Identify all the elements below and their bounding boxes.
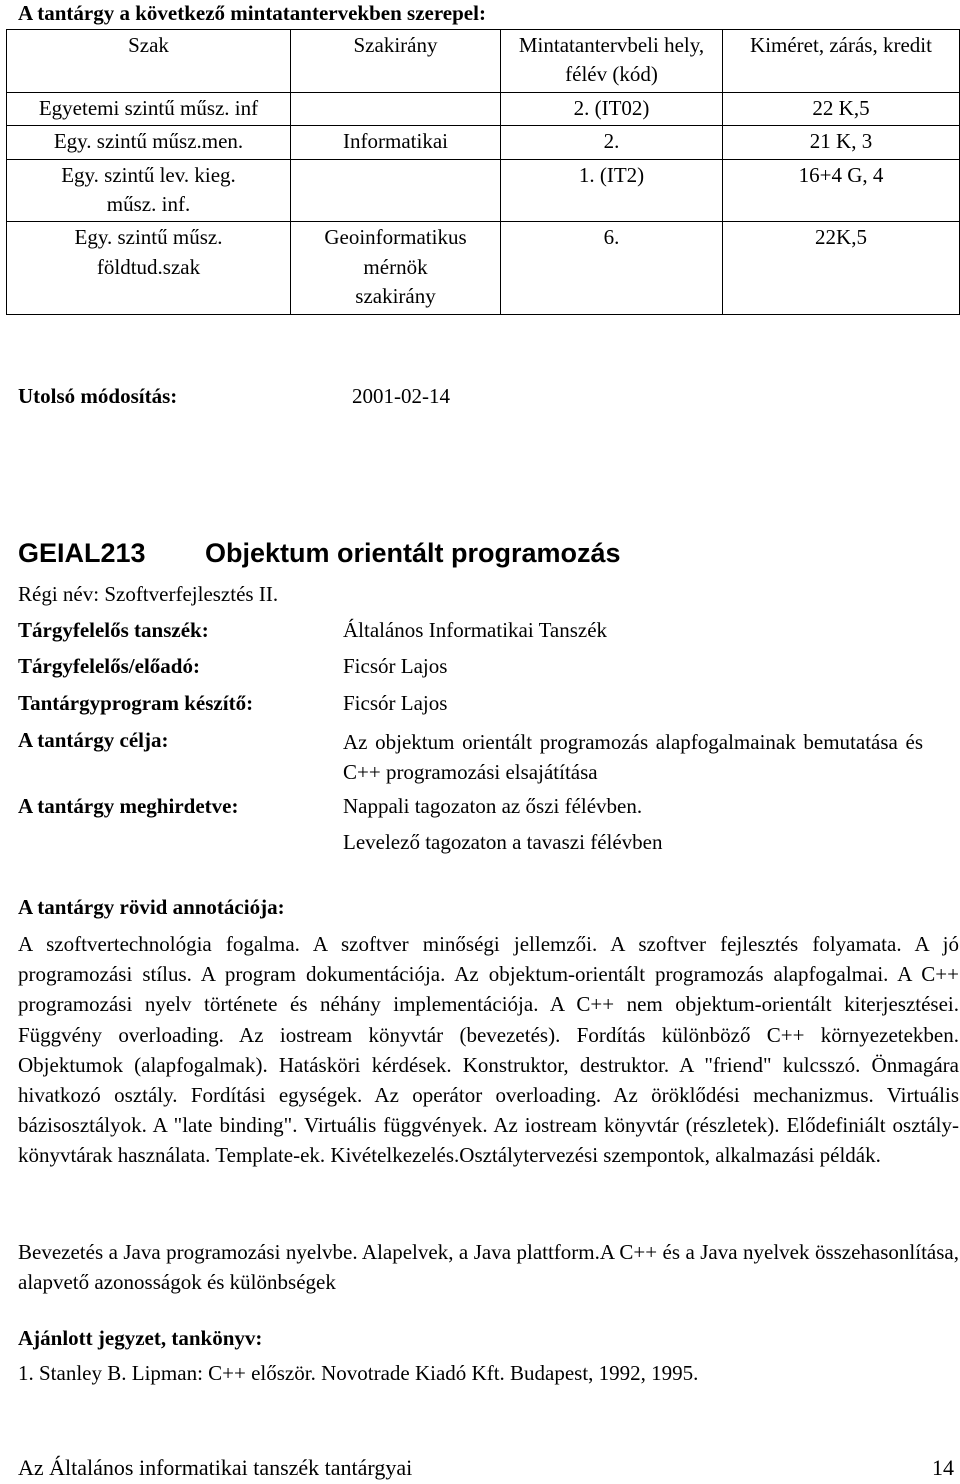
table-row [7,159,960,222]
table-cell: 1. (IT2) [501,159,723,222]
last-modified-value: 2001-02-14 [352,384,450,408]
old-name: Régi név: Szoftverfejlesztés II. [18,582,279,606]
table-cell: 22 K,5 [723,92,960,125]
table-header-cell: Mintatantervbeli hely, félév (kód) [501,30,723,93]
table-cell: 2. [501,126,723,159]
table-cell: Informatikai [291,126,501,159]
curriculum-table [6,29,960,315]
table-header-cell: Szakirány [291,30,501,93]
page-number: 14 [932,1455,954,1480]
course-title: Objektum orientált programozás [205,538,621,568]
textbook-item: 1. Stanley B. Lipman: C++ először. Novotrade Kiadó Kft. Budapest, 1992, 1995. [18,1361,699,1385]
table-cell: Egy. szintű műsz.men. [7,126,291,159]
field-label-announced: A tantárgy meghirdetve: [18,794,239,818]
field-value-announced: Nappali tagozaton az őszi félévben. [343,794,643,818]
field-value-program-author: Ficsór Lajos [343,691,448,715]
footer-title: Az Általános informatikai tanszék tantárgyai [18,1455,413,1480]
table-cell: 21 K, 3 [723,126,960,159]
table-cell: 22K,5 [723,222,960,314]
table-header-row [7,30,960,93]
last-modified-label: Utolsó módosítás: [18,384,178,408]
table-cell: 16+4 G, 4 [723,159,960,222]
course-code: GEIAL213 [18,538,146,568]
table-cell: 2. (IT02) [501,92,723,125]
field-label-goal: A tantárgy célja: [18,728,169,752]
field-value-goal: Az objektum orientált programozás alapfogalmainak bemutatása és C++ programozási elsajátítása [343,730,923,784]
field-label-program-author: Tantárgyprogram készítő: [18,691,254,715]
table-cell: Egyetemi szintű műsz. inf [7,92,291,125]
table-row [7,222,960,314]
table-row [7,126,960,159]
field-value-department: Általános Informatikai Tanszék [343,618,608,642]
table-header-cell: Szak [7,30,291,93]
table-cell [291,92,501,125]
table-cell: 6. [501,222,723,314]
table-cell: Geoinformatikus mérnök szakirány [291,222,501,314]
field-value-lecturer: Ficsór Lajos [343,654,448,678]
annotation-heading: A tantárgy rövid annotációja: [18,895,285,919]
table-cell [291,159,501,222]
intro-heading: A tantárgy a következő mintatantervekben szerepel: [18,1,486,25]
annotation-paragraph-1: A szoftvertechnológia fogalma. A szoftver minőségi jellemzői. A szoftver fejlesztés folyamata. A jó programozási stílus. A program dokumentációja. Az objektum-orientált programozás alapfogalmai. A C++ programozási nyelv története és néhány implementációja. A C++ nem objektum-orientált kiterjesztései. Függvény overloading. Az iostream könyvtár (bevezetés). Fordítás különböző C++ környezetekben. Objektumok (alapfogalmak). Hatásköri kérdések. Konstruktor, destruktor. A "friend" kulcsszó. Önmagára hivatkozó osztály. Fordítási egységek. Az operátor overloading. Az öröklődési mechanizmus. Virtuális bázisosztályok. A "late binding". Virtuális függvények. Az iostream könyvtár (részletek). Elődefiniált osztály-könyvtárak használata. Template-ek. Kivételkezelés.Osztálytervezési szempontok, alkalmazási példák. [18,932,959,1168]
annotation-paragraph-2: Bevezetés a Java programozási nyelvbe. Alapelvek, a Java plattform.A C++ és a Java nyelvek összehasonlítása, alapvető azonosságok és különbségek [18,1240,959,1294]
table-cell: Egy. szintű lev. kieg. műsz. inf. [7,159,291,222]
table-cell: Egy. szintű műsz. földtud.szak [7,222,291,314]
table-row [7,92,960,125]
field-label-lecturer: Tárgyfelelős/előadó: [18,654,200,678]
textbook-heading: Ajánlott jegyzet, tankönyv: [18,1326,263,1350]
table-header-cell: Kiméret, zárás, kredit [723,30,960,93]
field-value-announced-2: Levelező tagozaton a tavaszi félévben [343,830,663,854]
field-label-department: Tárgyfelelős tanszék: [18,618,209,642]
